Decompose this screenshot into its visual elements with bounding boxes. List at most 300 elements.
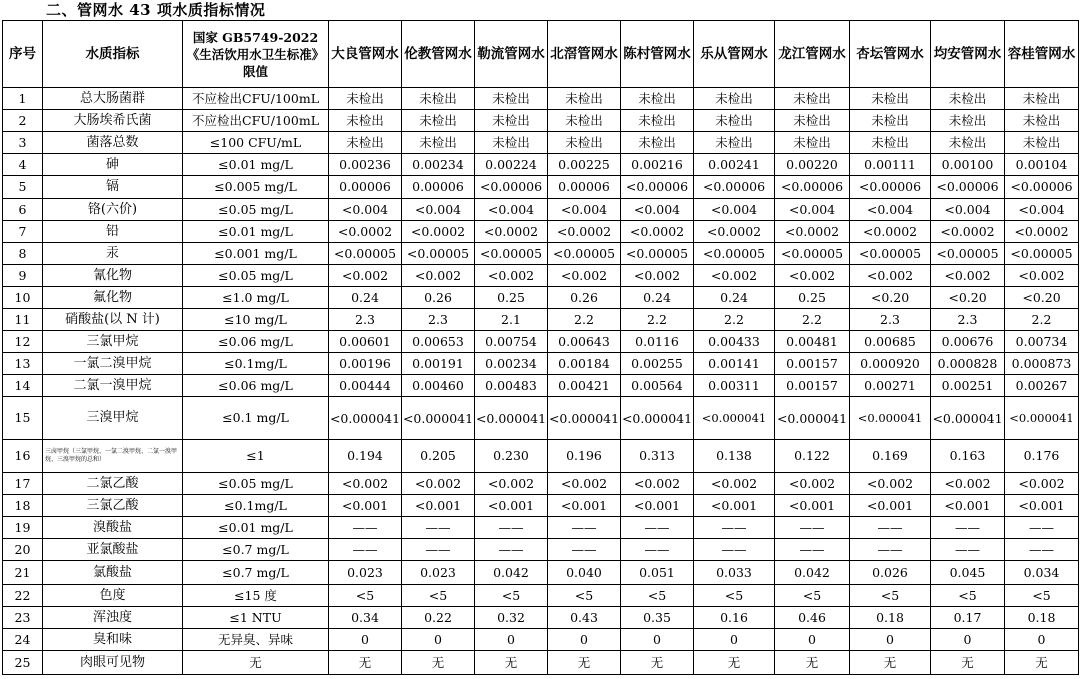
value-cell: 0.00234	[475, 353, 548, 375]
value-cell: 未检出	[1005, 132, 1079, 154]
value-cell: 未检出	[850, 110, 931, 132]
value-cell: 未检出	[621, 88, 694, 110]
row-index: 8	[3, 243, 43, 265]
value-cell: 未检出	[1005, 88, 1079, 110]
standard-limit: ≤0.005 mg/L	[183, 176, 329, 199]
indicator-name: 总大肠菌群	[43, 88, 183, 110]
table-row	[3, 397, 1079, 440]
value-cell: 0.196	[548, 440, 621, 473]
table-row	[3, 132, 1079, 154]
value-cell: 0.00220	[775, 154, 850, 176]
row-index: 7	[3, 221, 43, 243]
value-cell: 0.32	[475, 607, 548, 629]
value-cell: <0.004	[621, 199, 694, 221]
value-cell: 未检出	[694, 88, 775, 110]
row-index: 3	[3, 132, 43, 154]
value-cell: 0.00241	[694, 154, 775, 176]
value-cell: 0.026	[850, 561, 931, 585]
value-cell: 未检出	[931, 132, 1005, 154]
row-index: 20	[3, 539, 43, 561]
value-cell: <0.001	[1005, 495, 1079, 517]
value-cell: 未检出	[775, 132, 850, 154]
row-index: 18	[3, 495, 43, 517]
indicator-name: 色度	[43, 585, 183, 607]
value-cell: 0.00251	[931, 375, 1005, 397]
value-cell: 无	[775, 651, 850, 675]
value-cell: 0.230	[475, 440, 548, 473]
indicator-name: 三氯乙酸	[43, 495, 183, 517]
value-cell: 2.1	[475, 309, 548, 331]
standard-limit: ≤0.06 mg/L	[183, 375, 329, 397]
value-cell: 未检出	[329, 88, 402, 110]
indicator-name: 氰化物	[43, 265, 183, 287]
value-cell: 0	[402, 629, 475, 651]
value-cell: <5	[548, 585, 621, 607]
value-cell: <0.000041	[475, 397, 548, 440]
value-cell: 0	[850, 629, 931, 651]
standard-limit: ≤0.05 mg/L	[183, 265, 329, 287]
value-cell: 0.00676	[931, 331, 1005, 353]
value-cell: <0.001	[402, 495, 475, 517]
value-cell: <0.002	[850, 473, 931, 495]
value-cell: <0.002	[548, 265, 621, 287]
value-cell: 无	[621, 651, 694, 675]
value-cell: 未检出	[931, 110, 1005, 132]
header-station: 勒流管网水	[475, 21, 548, 88]
row-index: 11	[3, 309, 43, 331]
value-cell: <0.002	[775, 265, 850, 287]
value-cell: ——	[402, 517, 475, 539]
standard-limit: ≤0.7 mg/L	[183, 561, 329, 585]
value-cell: 0.00734	[1005, 331, 1079, 353]
row-index: 22	[3, 585, 43, 607]
value-cell: ——	[548, 517, 621, 539]
indicator-name: 三氯甲烷	[43, 331, 183, 353]
header-station: 容桂管网水	[1005, 21, 1079, 88]
value-cell: <0.001	[775, 495, 850, 517]
value-cell: <0.000041	[850, 397, 931, 440]
table-row	[3, 265, 1079, 287]
value-cell: <0.002	[850, 265, 931, 287]
value-cell: 0.25	[475, 287, 548, 309]
value-cell: <0.004	[329, 199, 402, 221]
value-cell: 0.033	[694, 561, 775, 585]
water-quality-table	[2, 20, 1079, 675]
row-index: 19	[3, 517, 43, 539]
value-cell: 未检出	[548, 110, 621, 132]
value-cell: 未检出	[850, 132, 931, 154]
indicator-name: 铬(六价)	[43, 199, 183, 221]
indicator-name: 二氯乙酸	[43, 473, 183, 495]
value-cell: ——	[850, 517, 931, 539]
value-cell: <0.002	[329, 473, 402, 495]
value-cell: 0.46	[775, 607, 850, 629]
value-cell: 2.2	[1005, 309, 1079, 331]
value-cell: 无	[402, 651, 475, 675]
header-station: 乐从管网水	[694, 21, 775, 88]
table-row	[3, 585, 1079, 607]
indicator-name: 大肠埃希氏菌	[43, 110, 183, 132]
value-cell: ——	[621, 517, 694, 539]
standard-limit: ≤100 CFU/mL	[183, 132, 329, 154]
value-cell: 0.43	[548, 607, 621, 629]
table-row	[3, 176, 1079, 199]
standard-limit: ≤1.0 mg/L	[183, 287, 329, 309]
value-cell: <0.0002	[621, 221, 694, 243]
row-index: 5	[3, 176, 43, 199]
value-cell: <0.20	[931, 287, 1005, 309]
standard-limit: ≤0.05 mg/L	[183, 473, 329, 495]
value-cell: <0.004	[931, 199, 1005, 221]
value-cell: <0.002	[1005, 473, 1079, 495]
value-cell: 0.00483	[475, 375, 548, 397]
value-cell: 0.00643	[548, 331, 621, 353]
standard-limit: 不应检出CFU/100mL	[183, 88, 329, 110]
value-cell: ——	[621, 539, 694, 561]
table-row	[3, 629, 1079, 651]
indicator-name: 溴酸盐	[43, 517, 183, 539]
value-cell: <5	[402, 585, 475, 607]
value-cell: ——	[475, 517, 548, 539]
value-cell: 2.2	[694, 309, 775, 331]
value-cell: 2.3	[402, 309, 475, 331]
value-cell: <0.00005	[475, 243, 548, 265]
value-cell: 0.042	[475, 561, 548, 585]
value-cell: 未检出	[621, 110, 694, 132]
standard-limit: ≤0.1mg/L	[183, 495, 329, 517]
value-cell: 0.163	[931, 440, 1005, 473]
header-station: 大良管网水	[329, 21, 402, 88]
table-row	[3, 539, 1079, 561]
value-cell: 0	[548, 629, 621, 651]
header-indicator: 水质指标	[43, 21, 183, 88]
value-cell: <0.001	[548, 495, 621, 517]
standard-limit: ≤15 度	[183, 585, 329, 607]
value-cell: 0.00444	[329, 375, 402, 397]
value-cell: <0.20	[850, 287, 931, 309]
row-index: 15	[3, 397, 43, 440]
table-row	[3, 473, 1079, 495]
value-cell: 0.18	[850, 607, 931, 629]
value-cell: 0.040	[548, 561, 621, 585]
value-cell: 0.000828	[931, 353, 1005, 375]
standard-limit: 无异臭、异味	[183, 629, 329, 651]
value-cell: 0.00481	[775, 331, 850, 353]
table-row	[3, 309, 1079, 331]
value-cell: 0.18	[1005, 607, 1079, 629]
value-cell: 0	[931, 629, 1005, 651]
value-cell: 未检出	[775, 88, 850, 110]
value-cell: 无	[548, 651, 621, 675]
value-cell: 0.313	[621, 440, 694, 473]
header-station: 北滘管网水	[548, 21, 621, 88]
value-cell: <0.00006	[475, 176, 548, 199]
value-cell: <0.000041	[548, 397, 621, 440]
value-cell: 0.00271	[850, 375, 931, 397]
standard-limit: ≤0.001 mg/L	[183, 243, 329, 265]
value-cell: <0.002	[402, 265, 475, 287]
indicator-name: 铅	[43, 221, 183, 243]
value-cell: <0.002	[931, 473, 1005, 495]
value-cell: 未检出	[1005, 110, 1079, 132]
value-cell: 0.26	[548, 287, 621, 309]
value-cell: 无	[329, 651, 402, 675]
value-cell: 未检出	[850, 88, 931, 110]
value-cell: <0.002	[475, 473, 548, 495]
value-cell: 2.2	[548, 309, 621, 331]
value-cell: ——	[931, 517, 1005, 539]
value-cell: 0.00267	[1005, 375, 1079, 397]
value-cell: 0.00225	[548, 154, 621, 176]
value-cell: <0.004	[475, 199, 548, 221]
standard-limit: ≤0.7 mg/L	[183, 539, 329, 561]
value-cell: 未检出	[548, 88, 621, 110]
row-index: 9	[3, 265, 43, 287]
value-cell: <0.0002	[850, 221, 931, 243]
value-cell: <5	[850, 585, 931, 607]
value-cell: 未检出	[621, 132, 694, 154]
value-cell: 未检出	[548, 132, 621, 154]
value-cell: 2.2	[775, 309, 850, 331]
indicator-name: 三卤甲烷（三氯甲烷、一氯二溴甲烷、二氯一溴甲烷、三溴甲烷的总和）	[43, 440, 183, 473]
value-cell: <5	[475, 585, 548, 607]
value-cell: <0.00005	[850, 243, 931, 265]
value-cell: 0.00564	[621, 375, 694, 397]
value-cell: 2.3	[931, 309, 1005, 331]
row-index: 12	[3, 331, 43, 353]
value-cell: 0.00754	[475, 331, 548, 353]
value-cell: 0.205	[402, 440, 475, 473]
value-cell: <0.00006	[694, 176, 775, 199]
value-cell: 0	[475, 629, 548, 651]
table-row	[3, 517, 1079, 539]
value-cell: 0.00601	[329, 331, 402, 353]
value-cell: 0.023	[329, 561, 402, 585]
value-cell: 无	[850, 651, 931, 675]
value-cell: 0.00184	[548, 353, 621, 375]
table-row	[3, 440, 1079, 473]
value-cell: <0.0002	[475, 221, 548, 243]
indicator-name: 肉眼可见物	[43, 651, 183, 675]
value-cell: 0.25	[775, 287, 850, 309]
value-cell: 0.169	[850, 440, 931, 473]
value-cell: <0.00005	[329, 243, 402, 265]
value-cell: 0.00653	[402, 331, 475, 353]
value-cell: 0.045	[931, 561, 1005, 585]
standard-limit: ≤0.06 mg/L	[183, 331, 329, 353]
value-cell: 未检出	[402, 88, 475, 110]
table-row	[3, 353, 1079, 375]
value-cell: 2.3	[850, 309, 931, 331]
standard-limit: ≤0.01 mg/L	[183, 221, 329, 243]
value-cell: 0	[694, 629, 775, 651]
value-cell: <0.00005	[402, 243, 475, 265]
indicator-name: 一氯二溴甲烷	[43, 353, 183, 375]
table-row	[3, 331, 1079, 353]
value-cell: 0.24	[621, 287, 694, 309]
value-cell: 0.051	[621, 561, 694, 585]
indicator-name: 硝酸盐(以 N 计)	[43, 309, 183, 331]
table-row	[3, 199, 1079, 221]
value-cell: 0.00141	[694, 353, 775, 375]
value-cell: <0.002	[329, 265, 402, 287]
value-cell: 未检出	[475, 88, 548, 110]
value-cell: <0.000041	[931, 397, 1005, 440]
standard-limit: ≤0.1mg/L	[183, 353, 329, 375]
value-cell: ——	[1005, 539, 1079, 561]
value-cell: 0.00104	[1005, 154, 1079, 176]
value-cell: ——	[402, 539, 475, 561]
table-row	[3, 154, 1079, 176]
value-cell: ——	[775, 517, 850, 539]
value-cell: <0.001	[329, 495, 402, 517]
header-station: 龙江管网水	[775, 21, 850, 88]
table-row	[3, 221, 1079, 243]
value-cell: <0.004	[850, 199, 931, 221]
value-cell: ——	[694, 517, 775, 539]
value-cell: 0.00006	[402, 176, 475, 199]
value-cell: <0.004	[548, 199, 621, 221]
value-cell: 0.00157	[775, 353, 850, 375]
value-cell: <0.0002	[1005, 221, 1079, 243]
standard-limit: ≤1	[183, 440, 329, 473]
indicator-name: 二氯一溴甲烷	[43, 375, 183, 397]
value-cell: 0	[775, 629, 850, 651]
value-cell: <5	[694, 585, 775, 607]
value-cell: 0.138	[694, 440, 775, 473]
standard-limit: ≤1 NTU	[183, 607, 329, 629]
indicator-name: 氟化物	[43, 287, 183, 309]
value-cell: 未检出	[475, 132, 548, 154]
value-cell: 0.24	[694, 287, 775, 309]
header-index: 序号	[3, 21, 43, 88]
row-index: 16	[3, 440, 43, 473]
value-cell: 0.122	[775, 440, 850, 473]
table-row	[3, 607, 1079, 629]
standard-limit: ≤10 mg/L	[183, 309, 329, 331]
value-cell: 0.00216	[621, 154, 694, 176]
value-cell: 无	[1005, 651, 1079, 675]
value-cell: <0.004	[694, 199, 775, 221]
row-index: 14	[3, 375, 43, 397]
header-station: 陈村管网水	[621, 21, 694, 88]
value-cell: 0.023	[402, 561, 475, 585]
value-cell: 0.00421	[548, 375, 621, 397]
indicator-name: 亚氯酸盐	[43, 539, 183, 561]
header-station: 伦教管网水	[402, 21, 475, 88]
header-row	[3, 21, 1079, 88]
value-cell: 0.00234	[402, 154, 475, 176]
value-cell: <0.00005	[694, 243, 775, 265]
value-cell: 0.00311	[694, 375, 775, 397]
value-cell: <0.000041	[621, 397, 694, 440]
indicator-name: 汞	[43, 243, 183, 265]
table-row	[3, 243, 1079, 265]
value-cell: 0.34	[329, 607, 402, 629]
value-cell: 0.00100	[931, 154, 1005, 176]
value-cell: <0.002	[694, 473, 775, 495]
value-cell: 0.00460	[402, 375, 475, 397]
value-cell: 0.042	[775, 561, 850, 585]
value-cell: 未检出	[694, 132, 775, 154]
indicator-name: 砷	[43, 154, 183, 176]
value-cell: <0.0002	[694, 221, 775, 243]
value-cell: ——	[694, 539, 775, 561]
value-cell: <0.001	[475, 495, 548, 517]
value-cell: <0.00005	[548, 243, 621, 265]
indicator-name: 浑浊度	[43, 607, 183, 629]
table-row	[3, 88, 1079, 110]
value-cell: <0.000041	[329, 397, 402, 440]
header-station: 杏坛管网水	[850, 21, 931, 88]
row-index: 24	[3, 629, 43, 651]
value-cell: 0.24	[329, 287, 402, 309]
value-cell: 0.00433	[694, 331, 775, 353]
value-cell: <0.004	[1005, 199, 1079, 221]
value-cell: 0.26	[402, 287, 475, 309]
value-cell: <0.000041	[402, 397, 475, 440]
row-index: 2	[3, 110, 43, 132]
value-cell: 无	[931, 651, 1005, 675]
value-cell: ——	[850, 539, 931, 561]
value-cell: 0	[1005, 629, 1079, 651]
value-cell: <0.000041	[1005, 397, 1079, 440]
value-cell: 未检出	[329, 132, 402, 154]
row-index: 10	[3, 287, 43, 309]
row-index: 21	[3, 561, 43, 585]
value-cell: 0.00236	[329, 154, 402, 176]
value-cell: 0.16	[694, 607, 775, 629]
header-standard: 国家 GB5749-2022《生活饮用水卫生标准》限值	[183, 21, 329, 88]
value-cell: 0.176	[1005, 440, 1079, 473]
table-row	[3, 495, 1079, 517]
value-cell: 未检出	[475, 110, 548, 132]
value-cell: <0.004	[775, 199, 850, 221]
value-cell: 0.034	[1005, 561, 1079, 585]
standard-limit: ≤0.01 mg/L	[183, 154, 329, 176]
value-cell: <5	[775, 585, 850, 607]
value-cell: ——	[329, 539, 402, 561]
row-index: 6	[3, 199, 43, 221]
value-cell: <5	[931, 585, 1005, 607]
value-cell: <0.00005	[775, 243, 850, 265]
table-row	[3, 651, 1079, 675]
standard-limit: ≤0.01 mg/L	[183, 517, 329, 539]
section-title: 二、管网水 43 项水质指标情况	[46, 1, 266, 19]
value-cell: 未检出	[402, 132, 475, 154]
value-cell: 0.00157	[775, 375, 850, 397]
table-row	[3, 375, 1079, 397]
standard-limit: 不应检出CFU/100mL	[183, 110, 329, 132]
value-cell: <0.000041	[775, 397, 850, 440]
value-cell: 无	[475, 651, 548, 675]
value-cell: <0.0002	[329, 221, 402, 243]
value-cell: 未检出	[329, 110, 402, 132]
value-cell: 0.00196	[329, 353, 402, 375]
value-cell: <0.00005	[1005, 243, 1079, 265]
standard-limit: ≤0.1 mg/L	[183, 397, 329, 440]
value-cell: 0.00191	[402, 353, 475, 375]
standard-limit: ≤0.05 mg/L	[183, 199, 329, 221]
value-cell: <0.00006	[850, 176, 931, 199]
value-cell: <0.002	[621, 473, 694, 495]
value-cell: 0.17	[931, 607, 1005, 629]
value-cell: 0.35	[621, 607, 694, 629]
value-cell: <0.002	[402, 473, 475, 495]
value-cell: <0.0002	[548, 221, 621, 243]
indicator-name: 菌落总数	[43, 132, 183, 154]
value-cell: <0.0002	[931, 221, 1005, 243]
